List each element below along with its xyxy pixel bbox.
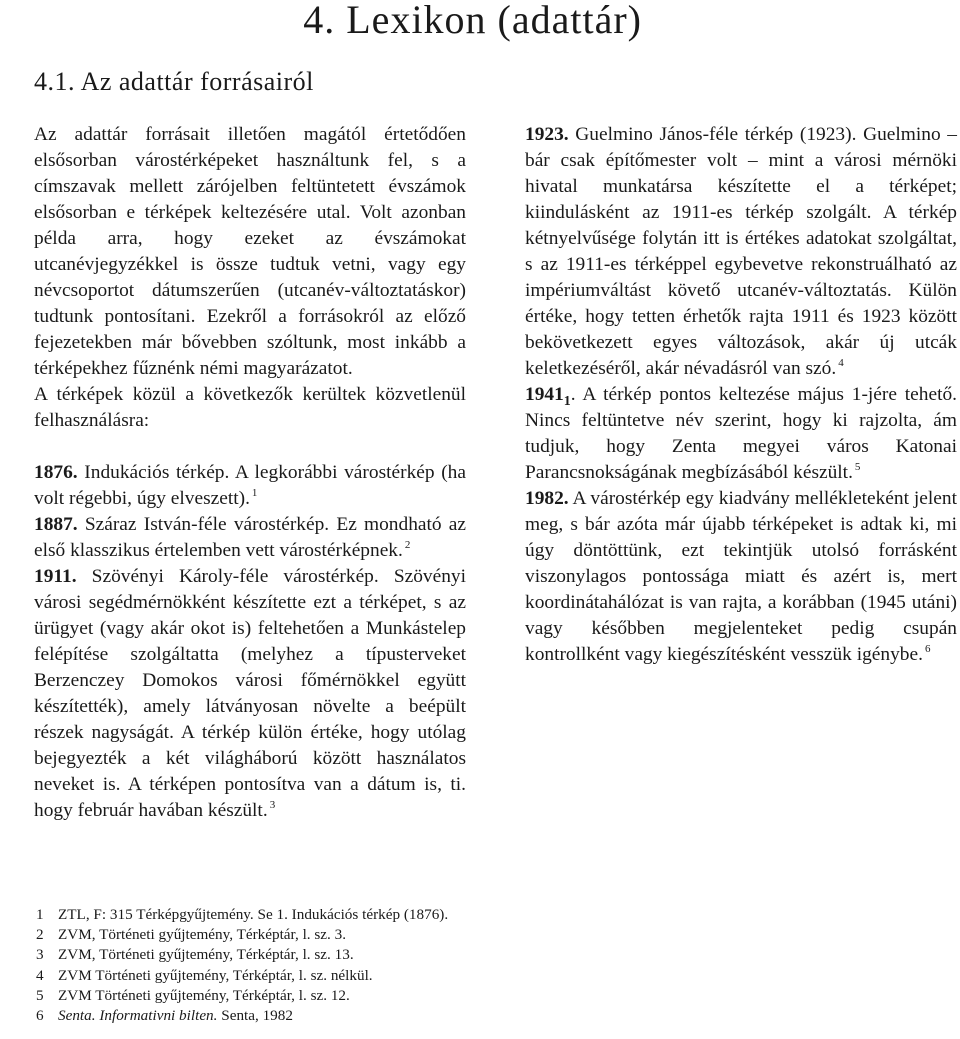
footnote-ref[interactable]: 4	[838, 357, 844, 369]
entry-year: 1876.	[34, 462, 78, 483]
section-title: 4.1. Az adattár forrásairól	[34, 67, 314, 96]
footnote-text: ZVM, Történeti gyűjtemény, Térképtár, l. sz. 3.	[58, 926, 347, 944]
map-entry-1982	[525, 486, 957, 668]
footnote-number: 4	[36, 966, 44, 984]
footnote-number: 3	[36, 946, 44, 964]
footnote-2	[36, 925, 596, 945]
entry-text: A várostérkép egy kiadvány mellékleteként jelent meg, s bár azóta már újabb térképeket is adtak ki, mi úgy döntöttünk, ezt tekintjük utolsó forrásként viszonylagos pontossága miatt és azért is, mert koordinátahálózat is van rajta, a korábban (1945 utáni) vagy későbben megjelenteket pedig csupán kontrollként vagy kiegészítésként vesszük igénybe.	[525, 488, 957, 665]
footnote-number: 2	[36, 926, 44, 944]
footnote-ref[interactable]: 2	[404, 539, 411, 551]
intro-paragraph-sources: A térképek közül a következők kerültek közvetlenül felhasználásra:	[34, 384, 466, 431]
entry-text: . A térkép pontos keltezése május 1-jére tehető. Nincs feltüntetve név szerint, hogy ki rajzolta, ám tudjuk, hogy Zenta megyei város Katonai Parancsnokságának megbízásából készült.	[525, 384, 957, 483]
footnote-number: 1	[36, 906, 44, 923]
entry-year: 1982.	[525, 488, 569, 509]
map-entry-1941	[525, 382, 957, 486]
footnote-text: ZTL, F: 315 Térképgyűjtemény. Se 1. Indukációs térkép (1876).	[58, 906, 449, 923]
entry-year: 1941	[525, 384, 564, 405]
chapter-title: 4. Lexikon (adattár)	[303, 0, 642, 42]
entry-year: 1911.	[34, 566, 77, 587]
footnotes	[36, 905, 596, 1026]
entry-text: Száraz István-féle várostérkép. Ez mondható az első klasszikus értelemben vett várostérképnek.	[34, 514, 466, 561]
footnote-text: ZVM, Történeti gyűjtemény, Térképtár, l. sz. 13.	[58, 946, 354, 964]
footnote-ref[interactable]: 3	[269, 799, 276, 811]
footnote-text: Senta, 1982	[217, 1007, 293, 1025]
footnote-ref[interactable]: 6	[924, 643, 931, 655]
footnote-ref[interactable]: 1	[251, 487, 258, 499]
footnote-title: Senta. Informativni bilten.	[58, 1007, 218, 1025]
intro-paragraph: Az adattár forrásait illetően magától értetődően elsősorban várostérképeket használtunk fel, s a címszavak mellett zárójelben feltüntetett évszámok elsősorban e térképek keltezésére utal. Volt azonban példa arra, hogy ezeket az évszámokat utcanévjegyzékkel is össze tudtuk vetni, vagy egy névcsoportot dátumszerűen (utcanév-változtatáskor) tudtunk pontosítani. Ezekről a forrásokról az előző fejezetekben már bővebben szóltunk, most inkább a térképekhez fűznénk némi magyarázatot.	[34, 124, 466, 379]
map-entry-1887	[34, 512, 466, 564]
footnote-ref[interactable]: 5	[854, 461, 861, 473]
entry-text: Guelmino János-féle térkép (1923). Guelmino – bár csak építőmester volt – mint a városi mérnöki hivatal munkatársa készítette el a térképet; kiindulásként az 1911-es térkép szolgált. A térkép kétnyelvűsége folytán itt is értékes adatokat szolgáltat, s az 1911-es térképpel egybevetve rekonstruálható az impériumváltást követő utcanév-változtatás. Külön értéke, hogy tetten érhetők rajta 1911 és 1923 között bekövetkezett egyes változások, akár új utcák keletkezéséről, akár névadásról van szó.	[525, 124, 957, 379]
footnote-1	[36, 905, 596, 925]
text-column-left	[34, 122, 466, 824]
entry-year-index: 1	[563, 394, 571, 409]
footnote-5	[36, 986, 596, 1006]
footnote-number: 5	[36, 986, 44, 1004]
footnote-text: ZVM Történeti gyűjtemény, Térképtár, l. sz. 12.	[58, 986, 350, 1004]
footnote-4	[36, 966, 596, 986]
entry-year: 1887.	[34, 514, 78, 535]
map-entry-1876	[34, 460, 466, 512]
map-entry-1911	[34, 564, 466, 824]
footnote-6	[36, 1006, 596, 1026]
footnote-3	[36, 945, 596, 965]
footnote-number: 6	[36, 1007, 44, 1025]
footnote-text: ZVM Történeti gyűjtemény, Térképtár, l. sz. nélkül.	[58, 966, 373, 984]
entry-text: Szövényi Károly-féle várostérkép. Szövényi városi segédmérnökként készítette ezt a térképet, s az ürügyet (vagy akár okot is) feltehetően a Munkástelep felépítése szolgáltatta (melyhez a típusterveket Berzenczey Domokos városi főmérnökkel együtt készítették), amely látványosan növelte a beépült részek nagyságát. A térkép külön értéke, hogy utólag bejegyezték a két világháború között használatos neveket is. A térképen pontosítva van a dátum is, ti. hogy február havában készült.	[34, 566, 466, 821]
entry-year: 1923.	[525, 124, 569, 145]
entry-text: Indukációs térkép. A legkorábbi várostérkép (ha volt régebbi, úgy elveszett).	[34, 462, 466, 509]
text-column-right	[525, 122, 957, 668]
map-entry-1923	[525, 122, 957, 382]
